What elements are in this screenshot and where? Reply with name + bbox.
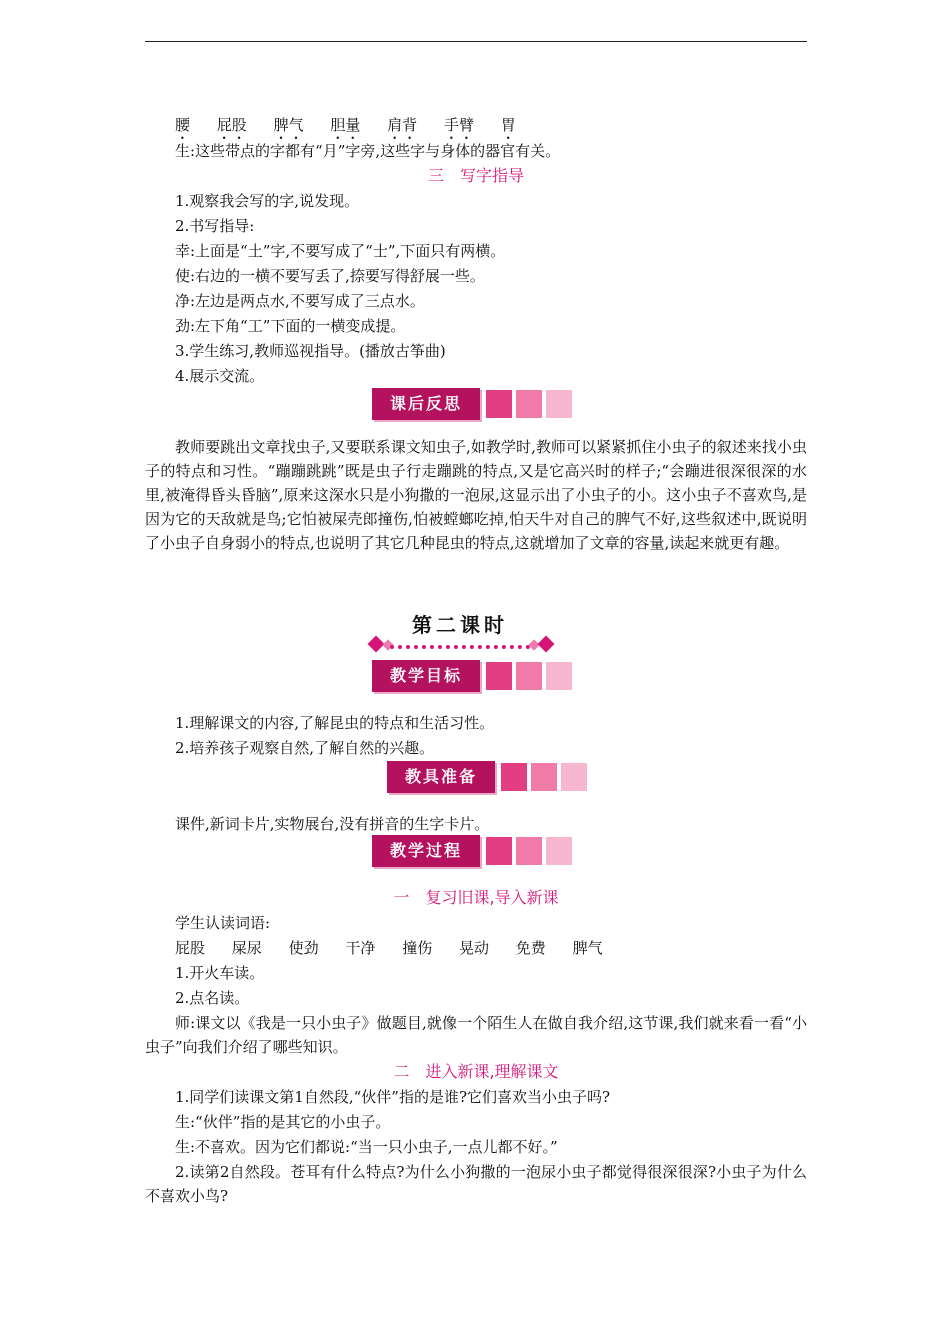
banner-square [561, 763, 587, 791]
read-method-2: 2.点名读。 [175, 989, 250, 1007]
writing-guide-xing: 幸:上面是“土”字,不要写成了“士”,下面只有两横。 [175, 242, 506, 260]
goal-2: 2.培养孩子观察自然,了解自然的兴趣。 [175, 739, 435, 757]
writing-step-4: 4.展示交流。 [175, 367, 265, 385]
banner-square [516, 662, 542, 690]
banner-reflection [372, 388, 582, 420]
read-words-intro: 学生认读词语: [175, 914, 271, 932]
banner-process [372, 835, 582, 867]
writing-guide-jin: 劲:左下角“工”下面的一横变成提。 [175, 317, 406, 335]
section-title-review: 一 复习旧课,导入新课 [393, 888, 559, 907]
banner-square [531, 763, 557, 791]
section-title-writing: 三 写字指导 [427, 166, 524, 185]
word-list-2 [175, 938, 625, 958]
word: 使劲 [288, 939, 319, 957]
word: 脾气 [273, 116, 304, 134]
word: 免费 [515, 939, 546, 957]
banner-goals [372, 660, 582, 692]
banner-square [546, 837, 572, 865]
word: 屁股 [175, 939, 206, 957]
banner-square [486, 837, 512, 865]
word: 肩背 [387, 116, 418, 134]
word: 撞伤 [402, 939, 433, 957]
word: 胃 [500, 116, 516, 134]
student-answer-1: 生:“伙伴”指的是其它的小虫子。 [175, 1113, 391, 1131]
banner-square [486, 390, 512, 418]
word: 胆量 [330, 116, 361, 134]
tools-text: 课件,新词卡片,实物展台,没有拼音的生字卡片。 [175, 815, 490, 833]
dotted-line [390, 645, 530, 649]
reflection-paragraph: 教师要跳出文章找虫子,又要联系课文知虫子,如教学时,教师可以紧紧抓住小虫子的叙述来找小虫子的特点和习性。“蹦蹦跳跳”既是虫子行走蹦跳的特点,又是它高兴时的样子;“会蹦进很深很深的水里,被淹得昏头昏脑”,原来这深水只是小狗撒的一泡尿,这显示出了小虫子的小。这小虫子不喜欢鸟,是因为它的天敌就是鸟;它怕被屎壳郎撞伤,怕被螳螂吃掉,怕天牛对自己的脾气不好,这些叙述中,既说明了小虫子自身弱小的特点,也说明了其它几种昆虫的特点,这就增加了文章的容量,读起来就更有趣。 [145, 438, 807, 552]
writing-step-3: 3.学生练习,教师巡视指导。(播放古筝曲) [175, 342, 446, 360]
word: 屎尿 [231, 939, 262, 957]
word: 屁股 [216, 116, 247, 134]
banner-square [516, 390, 542, 418]
banner-label: 课后反思 [372, 388, 480, 420]
writing-step-1: 1.观察我会写的字,说发现。 [175, 192, 360, 210]
word-list-1 [175, 115, 538, 143]
banner-square [516, 837, 542, 865]
writing-step-2: 2.书写指导: [175, 217, 255, 235]
banner-label: 教学过程 [372, 835, 480, 867]
writing-guide-shi: 使:右边的一横不要写丢了,捺要写得舒展一些。 [175, 267, 485, 285]
student-answer-2: 生:不喜欢。因为它们都说:“当一只小虫子,一点儿都不好。” [175, 1138, 558, 1156]
question-2: 2.读第2自然段。苍耳有什么特点?为什么小狗撒的一泡尿小虫子都觉得很深很深?小虫子为什么不喜欢小鸟? [145, 1163, 807, 1205]
banner-tools [387, 761, 597, 793]
word: 手臂 [443, 116, 474, 134]
student-answer: 生:这些带点的字都有“月”字旁,这些字与身体的器官有关。 [175, 142, 561, 160]
word: 脾气 [572, 939, 603, 957]
read-method-1: 1.开火车读。 [175, 964, 265, 982]
teacher-paragraph: 师:课文以《我是一只小虫子》做题目,就像一个陌生人在做自我介绍,这节课,我们就来看一看“小虫子”向我们介绍了哪些知识。 [145, 1014, 807, 1056]
lesson-title: 第二课时 [412, 613, 508, 637]
banner-label: 教具准备 [387, 761, 495, 793]
word: 腰 [175, 116, 191, 134]
question-1: 1.同学们读课文第1自然段,“伙伴”指的是谁?它们喜欢当小虫子吗? [175, 1088, 611, 1106]
banner-square [486, 662, 512, 690]
banner-square [546, 390, 572, 418]
header-rule [145, 41, 807, 42]
lesson-title-decoration [368, 636, 554, 656]
banner-square [546, 662, 572, 690]
banner-square [501, 763, 527, 791]
diamond-icon [538, 636, 555, 653]
goal-1: 1.理解课文的内容,了解昆虫的特点和生活习性。 [175, 714, 495, 732]
writing-guide-jing: 净:左边是两点水,不要写成了三点水。 [175, 292, 425, 310]
word: 晃动 [458, 939, 489, 957]
section-title-new-lesson: 二 进入新课,理解课文 [393, 1062, 559, 1081]
word: 干净 [345, 939, 376, 957]
banner-label: 教学目标 [372, 660, 480, 692]
